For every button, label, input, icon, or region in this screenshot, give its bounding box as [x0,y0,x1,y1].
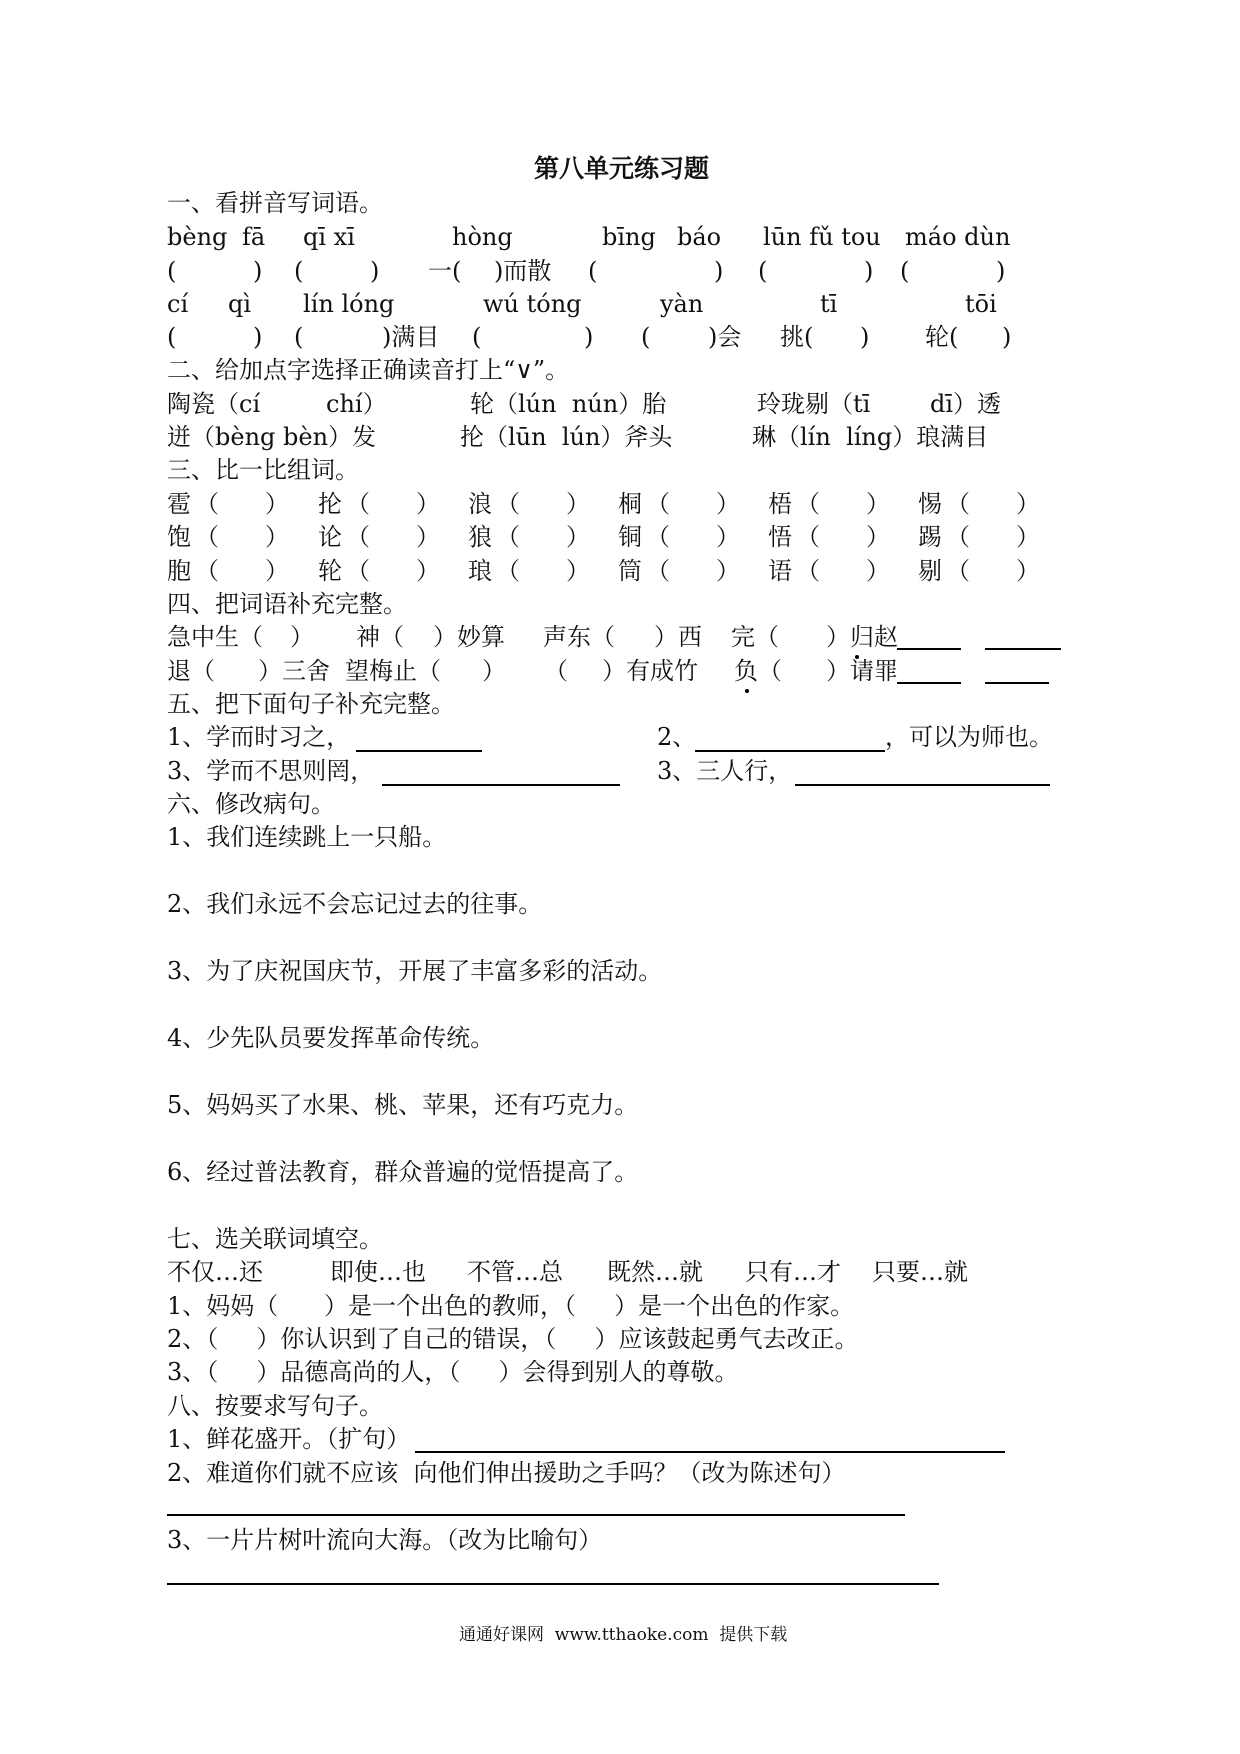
answer-paren: ( [758,257,768,285]
pinyin: qì [228,290,252,318]
faulty-sentence: 2、我们永远不会忘记过去的往事。 [167,890,543,918]
rewrite-question: 2、难道你们就不应该 向他们伸出援助之手吗？（改为陈述句） [167,1459,846,1487]
choice-item: chí） [326,390,387,418]
section-1-heading: 一、看拼音写词语。 [167,189,383,217]
compare-char: 饱 [167,523,191,551]
compare-char: 惕 [918,490,942,518]
compare-close-paren: ） [416,557,440,585]
choice-item: 轮（lún nún）胎 [470,390,667,418]
conjunction-question: 1、妈妈（ ）是一个出色的教师，（ ）是一个出色的作家。 [167,1292,855,1320]
answer-paren: ( [588,257,598,285]
compare-close-paren: ） [866,523,890,551]
choice-item: 迸（bèng bèn）发 [167,423,377,451]
idiom-part: 急中生（ [167,623,263,651]
compare-char: 梧 [768,490,792,518]
answer-blank [695,750,885,752]
idiom-part: ）西 [654,623,702,651]
faulty-sentence: 6、经过普法教育，群众普遍的觉悟提高了。 [167,1158,639,1186]
conjunction-option: 不管…总 [467,1258,563,1286]
compare-char: 剔 [918,557,942,585]
answer-paren: ) [864,257,874,285]
compare-close-paren: ） [1016,523,1040,551]
sentence-fill: 3、三人行， [657,757,793,785]
answer-blank [167,1583,939,1585]
compare-char: 轮 [318,557,342,585]
idiom-part: 神（ [356,623,404,651]
conjunction-option: 只要…就 [872,1258,968,1286]
compare-close-paren: ） [566,557,590,585]
faulty-sentence: 5、妈妈买了水果、桃、苹果，还有巧克力。 [167,1091,639,1119]
choice-item: dī）透 [930,390,1002,418]
answer-blank [897,648,961,650]
compare-char: 雹 [167,490,191,518]
idiom-part: 望梅止（ [345,657,441,685]
section-7-heading: 七、选关联词填空。 [167,1225,383,1253]
pinyin: wú tóng [483,290,582,318]
answer-blank [985,648,1061,650]
compare-close-paren: ） [265,490,289,518]
idiom-part: 声东（ [543,623,615,651]
compare-char: 桐 [618,490,642,518]
compare-open-paren: （ [346,490,370,518]
answer-paren: )会 [708,323,742,351]
emphasis-dot [745,689,749,693]
compare-char: 踢 [918,523,942,551]
idiom-part: ）归赵 [826,623,898,651]
answer-paren: ) [253,323,263,351]
page-title: 第八单元练习题 [534,154,710,183]
answer-paren: 挑( [780,323,814,351]
rewrite-question: 1、鲜花盛开。（扩句） [167,1425,411,1453]
answer-blank [167,1514,905,1516]
answer-paren: )满目 [382,323,440,351]
idiom-part: （ [544,657,568,685]
compare-close-paren: ） [866,490,890,518]
pinyin: qī xī [303,223,355,251]
answer-blank [897,682,961,684]
answer-paren: ) [1002,323,1012,351]
section-4-heading: 四、把词语补充完整。 [167,590,407,618]
compare-char: 琅 [468,557,492,585]
compare-close-paren: ） [716,557,740,585]
compare-open-paren: （ [796,523,820,551]
answer-paren: ) [714,257,724,285]
pinyin: yàn [660,290,704,318]
sentence-fill: 3、学而不思则罔， [167,757,375,785]
pinyin: bèng [167,223,228,251]
answer-paren: ( [294,257,304,285]
choice-item: 抡（lūn lún）斧头 [460,423,673,451]
pinyin: cí [167,290,189,318]
section-3-heading: 三、比一比组词。 [167,456,359,484]
pinyin: tī [820,290,838,318]
idiom-part: 负（ [734,657,782,685]
conjunction-option: 即使…也 [330,1258,426,1286]
answer-blank [985,682,1049,684]
idiom-part: ）妙算 [433,623,505,651]
answer-blank [356,750,482,752]
compare-open-paren: （ [496,523,520,551]
pinyin: báo [677,223,722,251]
answer-paren: )而散 [494,257,552,285]
section-8-heading: 八、按要求写句子。 [167,1392,383,1420]
compare-open-paren: （ [946,490,970,518]
conjunction-option: 既然…就 [607,1258,703,1286]
pinyin: bīng [602,223,656,251]
compare-char: 语 [768,557,792,585]
faulty-sentence: 3、为了庆祝国庆节，开展了丰富多彩的活动。 [167,957,663,985]
compare-close-paren: ） [416,523,440,551]
compare-char: 浪 [468,490,492,518]
compare-open-paren: （ [796,557,820,585]
answer-blank [795,784,1050,786]
idiom-part: 完（ [731,623,779,651]
compare-open-paren: （ [646,490,670,518]
choice-item: 玲珑剔（tī [757,390,871,418]
answer-paren: ) [370,257,380,285]
answer-paren: 轮( [925,323,959,351]
sentence-fill: 1、学而时习之， [167,723,351,751]
answer-paren: ( [641,323,651,351]
section-6-heading: 六、修改病句。 [167,790,335,818]
idiom-part: ） [482,657,506,685]
compare-open-paren: （ [496,490,520,518]
compare-close-paren: ） [566,523,590,551]
compare-close-paren: ） [1016,557,1040,585]
section-2-heading: 二、给加点字选择正确读音打上“∨”。 [167,356,570,384]
answer-paren: ) [996,257,1006,285]
compare-close-paren: ） [566,490,590,518]
compare-close-paren: ） [866,557,890,585]
compare-open-paren: （ [646,523,670,551]
compare-open-paren: （ [796,490,820,518]
compare-open-paren: （ [946,523,970,551]
answer-paren: ) [584,323,594,351]
faulty-sentence: 4、少先队员要发挥革命传统。 [167,1024,495,1052]
idiom-part: ）三舍 [258,657,330,685]
compare-open-paren: （ [946,557,970,585]
answer-paren: ( [294,323,304,351]
compare-open-paren: （ [195,523,219,551]
answer-paren: 一( [428,257,462,285]
compare-open-paren: （ [346,557,370,585]
sentence-fill: ，可以为师也。 [885,723,1053,751]
choice-item: 陶瓷（cí [167,390,261,418]
rewrite-question: 3、一片片树叶流向大海。（改为比喻句） [167,1526,603,1554]
compare-char: 论 [318,523,342,551]
compare-char: 胞 [167,557,191,585]
answer-paren: ( [167,257,177,285]
page-footer: 通通好课网 www.tthaoke.com 提供下载 [459,1625,788,1645]
compare-close-paren: ） [416,490,440,518]
idiom-part: ）请罪 [826,657,898,685]
compare-close-paren: ） [716,490,740,518]
pinyin: lūn fǔ tou [763,223,881,251]
pinyin: máo dùn [905,223,1011,251]
pinyin: fā [242,223,266,251]
choice-item: 琳（lín líng）琅满目 [752,423,989,451]
compare-char: 铜 [618,523,642,551]
compare-char: 筒 [618,557,642,585]
answer-blank [415,1451,1005,1453]
pinyin: hòng [452,223,513,251]
pinyin: tōi [965,290,997,318]
answer-blank [382,784,620,786]
compare-char: 悟 [768,523,792,551]
answer-paren: ( [167,323,177,351]
faulty-sentence: 1、我们连续跳上一只船。 [167,823,447,851]
conjunction-question: 2、（ ）你认识到了自己的错误，（ ）应该鼓起勇气去改正。 [167,1325,859,1353]
answer-paren: ( [900,257,910,285]
idiom-part: ）有成竹 [602,657,698,685]
answer-paren: ) [860,323,870,351]
pinyin: lín lóng [303,290,395,318]
sentence-fill: 2、 [657,723,697,751]
compare-open-paren: （ [195,557,219,585]
compare-close-paren: ） [265,557,289,585]
idiom-part: ） [290,623,314,651]
compare-open-paren: （ [346,523,370,551]
compare-open-paren: （ [195,490,219,518]
conjunction-question: 3、（ ）品德高尚的人，（ ）会得到别人的尊敬。 [167,1358,739,1386]
compare-close-paren: ） [716,523,740,551]
compare-close-paren: ） [265,523,289,551]
answer-paren: ( [472,323,482,351]
compare-close-paren: ） [1016,490,1040,518]
compare-char: 抡 [318,490,342,518]
compare-open-paren: （ [646,557,670,585]
conjunction-option: 不仅…还 [167,1258,263,1286]
answer-paren: ) [253,257,263,285]
compare-char: 狼 [468,523,492,551]
section-5-heading: 五、把下面句子补充完整。 [167,690,455,718]
compare-open-paren: （ [496,557,520,585]
idiom-part: 退（ [167,657,215,685]
conjunction-option: 只有…才 [745,1258,841,1286]
